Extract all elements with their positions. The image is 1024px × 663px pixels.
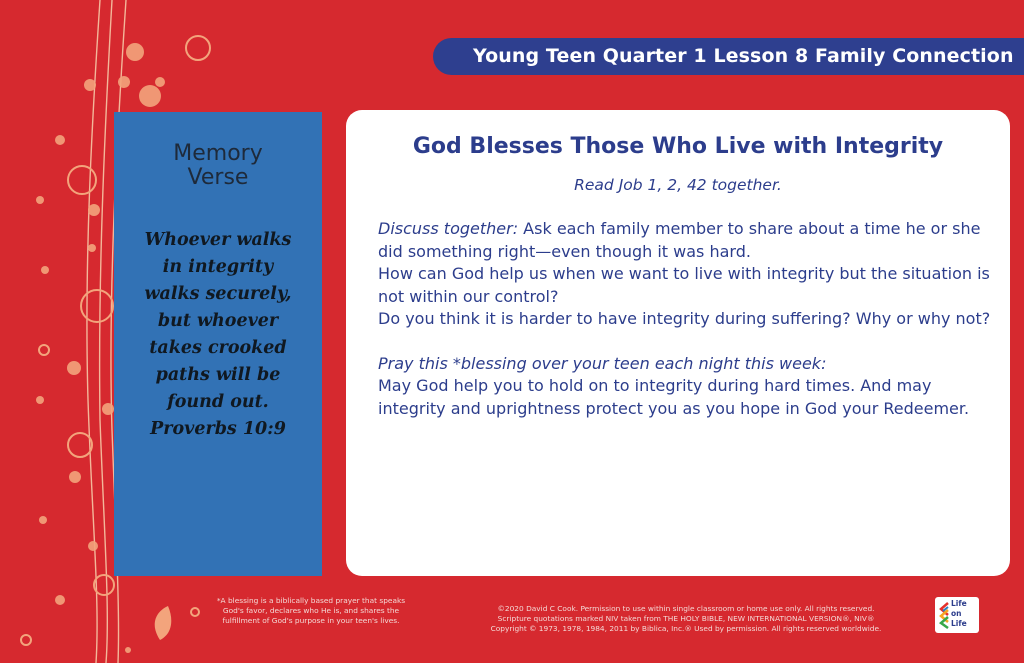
lesson-body [378,218,992,420]
discussion-question-2: Do you think it is harder to have integrity during suffering? Why or why not? [378,309,991,328]
blessing-text: May God help you to hold on to integrity during hard times. And may integrity and uprightness protect you as you hope in God your Redeemer. [378,376,970,418]
memory-verse-panel [114,112,322,576]
life-on-life-logo [935,597,979,633]
discussion-question-1: How can God help us when we want to live with integrity but the situation is not within our control? [378,264,990,306]
memory-verse-heading: Memory Verse [173,141,263,190]
discuss-paragraph [378,218,992,263]
lesson-banner: Young Teen Quarter 1 Lesson 8 Family Connection [433,38,1024,75]
reading-assignment: Read Job 1, 2, 42 together. [574,176,782,194]
memory-verse-text: Whoever walks in integrity walks securely, but whoever takes crooked paths will be found out. Proverbs 10:9 [144,230,292,439]
blessing-footnote: *A blessing is a biblically based prayer that speaks God's favor, declares who He is, and shares the fulfillment of God's purpose in your teen's lives. [216,596,406,625]
pray-label [378,353,992,376]
copyright-notice: ©2020 David C Cook. Permission to use within single classroom or home use only. All rights reserved. Scripture quotations marked NIV taken from THE HOLY BIBLE, NEW INTERNATIONAL VERSION®, NIV® Copyright © 1973, 1978, 1984, 2011 by Biblica, Inc.® Used by permission. All rights reserved worldwide. [490,604,882,633]
lesson-card [346,110,1010,576]
logo-text: Life on Life [951,599,967,628]
discuss-text: Ask each family member to share about a time he or she did something right—even though it was hard. [378,219,981,261]
logo-mark-icon [938,601,950,629]
pray-label-text: Pray this *blessing over your teen each night this week: [378,353,827,373]
discuss-label: Discuss together: [378,219,519,238]
lesson-title: God Blesses Those Who Live with Integrity [412,134,944,159]
paragraph-gap [378,331,992,353]
